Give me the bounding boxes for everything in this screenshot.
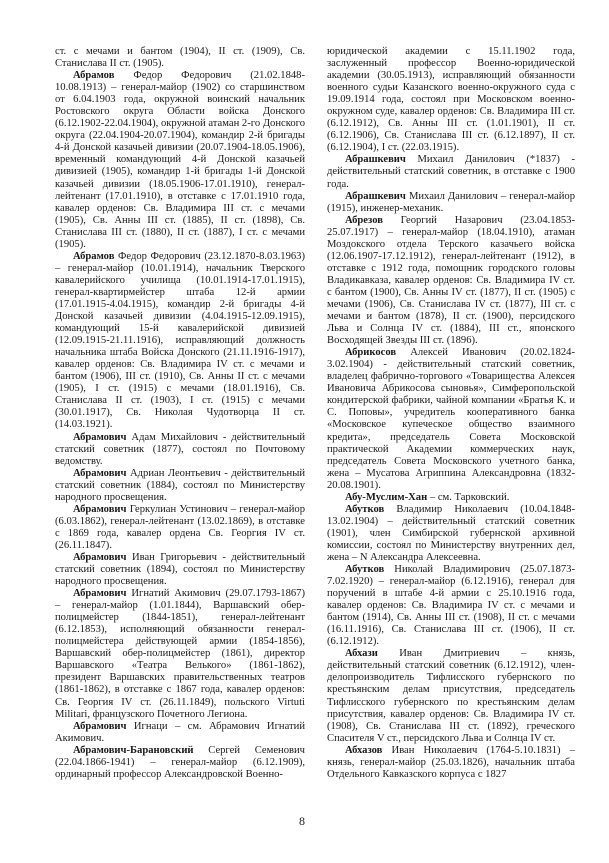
dictionary-entry [327, 215, 575, 348]
entry-text: Адриан Леонтьевич - действительный статский советник (1884), состоял по Министерству народного просвещения. [55, 467, 305, 503]
dictionary-entry [55, 504, 305, 552]
continuation-text: юридической академии с 15.11.1902 года, заслуженный профессор Военно-юридической академии (30.05.1913), исправляющий обязанности военного судьи Казанского военно-окружного суда с 19.09.1914 года, состоял при Московском военно-окружном суде, кавалер орденов: Св. Владимира III ст. (6.12.1912), Св. Анны III ст. (1.01.1901), II ст. (6.12.1906), Св. Станислава III ст. (6.12.1897), II ст. (6.12.1904), I ст. (22.03.1915). [327, 46, 575, 154]
left-column [55, 46, 305, 781]
dictionary-entry [327, 745, 575, 781]
entry-text: Федор Федорович (21.02.1848-10.08.1913) – генерал-майор (1902) со старшинством от 6.04.1903 года, окружной воинский начальник Ростовского округа Области войска Донского (6.12.1902-22.04.1904), окружной атаман 2-го Донского округа (22.04.1904-20.07.1904), командир 2-й бригады 4-й Донской казачьей дивизии (20.07.1904-18.05.1906), временный командующий 4-й Донской казачьей дивизией (1905), командир 1-й бригады 1-й Донской казачьей дивизии (18.05.1906-17.01.1910), генерал-лейтенант (17.01.1910), в отставке с 17.01.1910 года, кавалер орденов: Св. Владимира III ст. с мечами (1905), Св. Анны III ст. (1885), II ст. (1898), Св. Станислава III ст. (1880), II ст. (1887), I ст. с мечами (1905). [55, 70, 305, 250]
entry-surname: Абрамович [73, 588, 127, 600]
dictionary-entry [55, 588, 305, 721]
dictionary-entry [327, 154, 575, 190]
entry-text: Федор Федорович (23.12.1870-8.03.1963) – генерал-майор (10.01.1914), начальник Тверского кавалерийского училища (10.01.1914-17.01.1915), генерал-квартирмейстер штаба 12-й армии (17.01.1915-4.04.1915), командир 2-й бригады 4-й Донской казачьей дивизии (4.04.1915-12.09.1915), командующий 15-й кавалерийской дивизией (12.09.1915-21.11.1916), исправляющий должность начальника штаба Войска Донского (21.11.1916-1917), кавалер орденов: Св. Владимира IV ст. с мечами и бантом (1906), III ст. (1910), Св. Анны II ст. с мечами (1905), I ст. (1915) с мечами (18.01.1916), Св. Станислава II ст. (1903), I ст. (1915) с мечами (30.01.1917), Св. Николая Чудотворца II ст. (14.03.1921). [55, 250, 305, 431]
entry-surname: Абу-Муслим-Хан [345, 491, 428, 503]
entry-text: Геркулиан Устинович – генерал-майор (6.03.1862), генерал-лейтенант (13.02.1869), в отставке с 1869 года, кавалер ордена Св. Георгия IV ст. (26.11.1847). [55, 503, 305, 551]
dictionary-entry [55, 745, 305, 781]
entry-text: Михаил Данилович (*1837) - действительный статский советник, в отставке с 1900 года. [327, 154, 575, 190]
entry-surname: Абрамович [73, 431, 127, 443]
entry-text: – см. Тарковский. [427, 491, 510, 503]
dictionary-entry [55, 721, 305, 745]
entry-surname: Абрашкевич [345, 154, 406, 166]
entry-text: Владимир Николаевич (10.04.1848-13.02.1904) – действительный статский советник (1901), член Симбирской губернской архивной комиссии, состоял по Министерству внутренних дел, жена – N Александра Алексеевна. [327, 503, 575, 563]
dictionary-entry [327, 191, 575, 215]
dictionary-entry [327, 504, 575, 564]
right-column [327, 46, 575, 781]
entry-text: Игнатий Акимович (29.07.1793-1867) – генерал-майор (1.01.1844), Варшавский обер-полицмейстер (1844-1851), генерал-лейтенант (6.12.1853), исполняющий обязанности генерал-полицмейстера действующей армии (1854-1856), Варшавский обер-полицмейстер (1861), директор Варшавского «Театра Велького» (1861-1862), президент Варшавских правительственных театров (1861-1862), в отставке с 1867 года, кавалер орденов: Св. Георгия IV ст. (26.11.1849), польского Virtuti Militari, французского Почетного Легиона. [55, 588, 305, 720]
entry-surname: Абрезов [345, 214, 383, 226]
entry-text: Адам Михайлович - действительный статский советник (1877), состоял по Почтовому ведомству. [55, 431, 305, 467]
dictionary-entry [55, 251, 305, 432]
entry-text: Николай Владимирович (25.07.1873-7.02.1920) – генерал-майор (6.12.1916), генерал для поручений в штабе 4-й армии с 25.10.1916 года, кавалер орденов: Св. Владимира IV ст. с мечами и бантом (1914), Св. Анны III ст. (1908), II ст. с мечами (16.11.1916), Св. Станислава III ст. (1906), II ст. (6.12.1912). [327, 564, 575, 648]
entry-surname: Абутков [345, 564, 385, 576]
entry-text: Алексей Иванович (20.02.1824-3.02.1904) - действительный статский советник, владелец фабрично-торгового «Товарищества Алексея Ивановича Абрикосова сыновья», Симферопольской кондитерской фабрики, чайной компании «Братья К. и С. Поповы», учредитель кооперативного банка «Московское купеческое общество взаимного кредита», председатель Совета Московской практической Академии коммерческих наук, председатель Совета Московского учетного банка, жена – Мусатова Агриппина Александровна (1832-20.08.1901). [327, 347, 575, 491]
entry-surname: Абхазов [345, 744, 383, 756]
entry-surname: Абхази [345, 648, 378, 660]
entry-surname: Абрамович [73, 503, 127, 515]
dictionary-entry [327, 347, 575, 492]
dictionary-entry [55, 432, 305, 468]
entry-text: Игнаци – см. Абрамович Игнатий Акимович. [55, 720, 305, 744]
entry-surname: Абрамов [73, 70, 115, 82]
entry-surname: Абрамович [73, 551, 127, 563]
entry-surname: Абрамов [73, 250, 115, 262]
entry-surname: Абутков [345, 503, 385, 515]
dictionary-entry [55, 468, 305, 504]
continuation-text: ст. с мечами и бантом (1904), II ст. (1909), Св. Станислава II ст. (1905). [55, 46, 305, 70]
dictionary-entry [327, 564, 575, 648]
dictionary-entry [55, 552, 305, 588]
entry-text: Михаил Данилович – генерал-майор (1915), инженер-механик. [327, 190, 575, 214]
entry-surname: Абрамович-Барановский [73, 744, 194, 756]
dictionary-entry [327, 492, 575, 504]
entry-text: Иван Николаевич (1764-5.10.1831) – князь, генерал-майор (25.03.1826), начальник штаба Отдельного Кавказского корпуса с 1827 [327, 744, 575, 780]
entry-text: Иван Дмитриевич – князь, действительный статский советник (6.12.1912), член-делопроизводитель Тифлисского губернского по крестьянским делам присутствия, председатель Тифлисского губернского по крестьянским делам присутствия, кавалер орденов: Св. Владимира IV ст. (1908), Св. Станислава III ст. (1892), греческого Спасителя V ст., персидского Льва и Солнца IV ст. [327, 648, 575, 744]
dictionary-entry [55, 70, 305, 251]
dictionary-entry [327, 648, 575, 744]
page-number: 8 [299, 814, 305, 828]
entry-text: Сергей Семенович (22.04.1866-1941) – генерал-майор (6.12.1909), ординарный профессор Александровской Военно- [55, 744, 305, 780]
entry-surname: Абрашкевич [345, 190, 406, 202]
entry-text: Иван Григорьевич - действительный статский советник (1894), состоял по Министерству народного просвещения. [55, 551, 305, 588]
entry-surname: Абрамович [73, 720, 127, 732]
entry-text: Георгий Назарович (23.04.1853-25.07.1917) – генерал-майор (18.04.1910), атаман Моздокского отдела Терского казачьего войска (12.06.1907-17.12.1912), генерал-лейтенант (1912), в отставке с 1912 года, помощник городского головы Владикавказа, кавалер орденов: Св. Владимира IV ст. с бантом (1900), Св. Анны IV ст. (1877), II ст. (1905) с мечами (1906), Св. Станислава IV ст. (1877), III ст. с мечами и бантом (1878), II ст. (1900), персидского Льва и Солнца IV ст. (1884), III ст., японского Восходящей Звезды III ст. (1896). [327, 214, 575, 347]
entry-surname: Абрамович [73, 467, 127, 479]
entry-surname: Абрикосов [345, 347, 397, 359]
